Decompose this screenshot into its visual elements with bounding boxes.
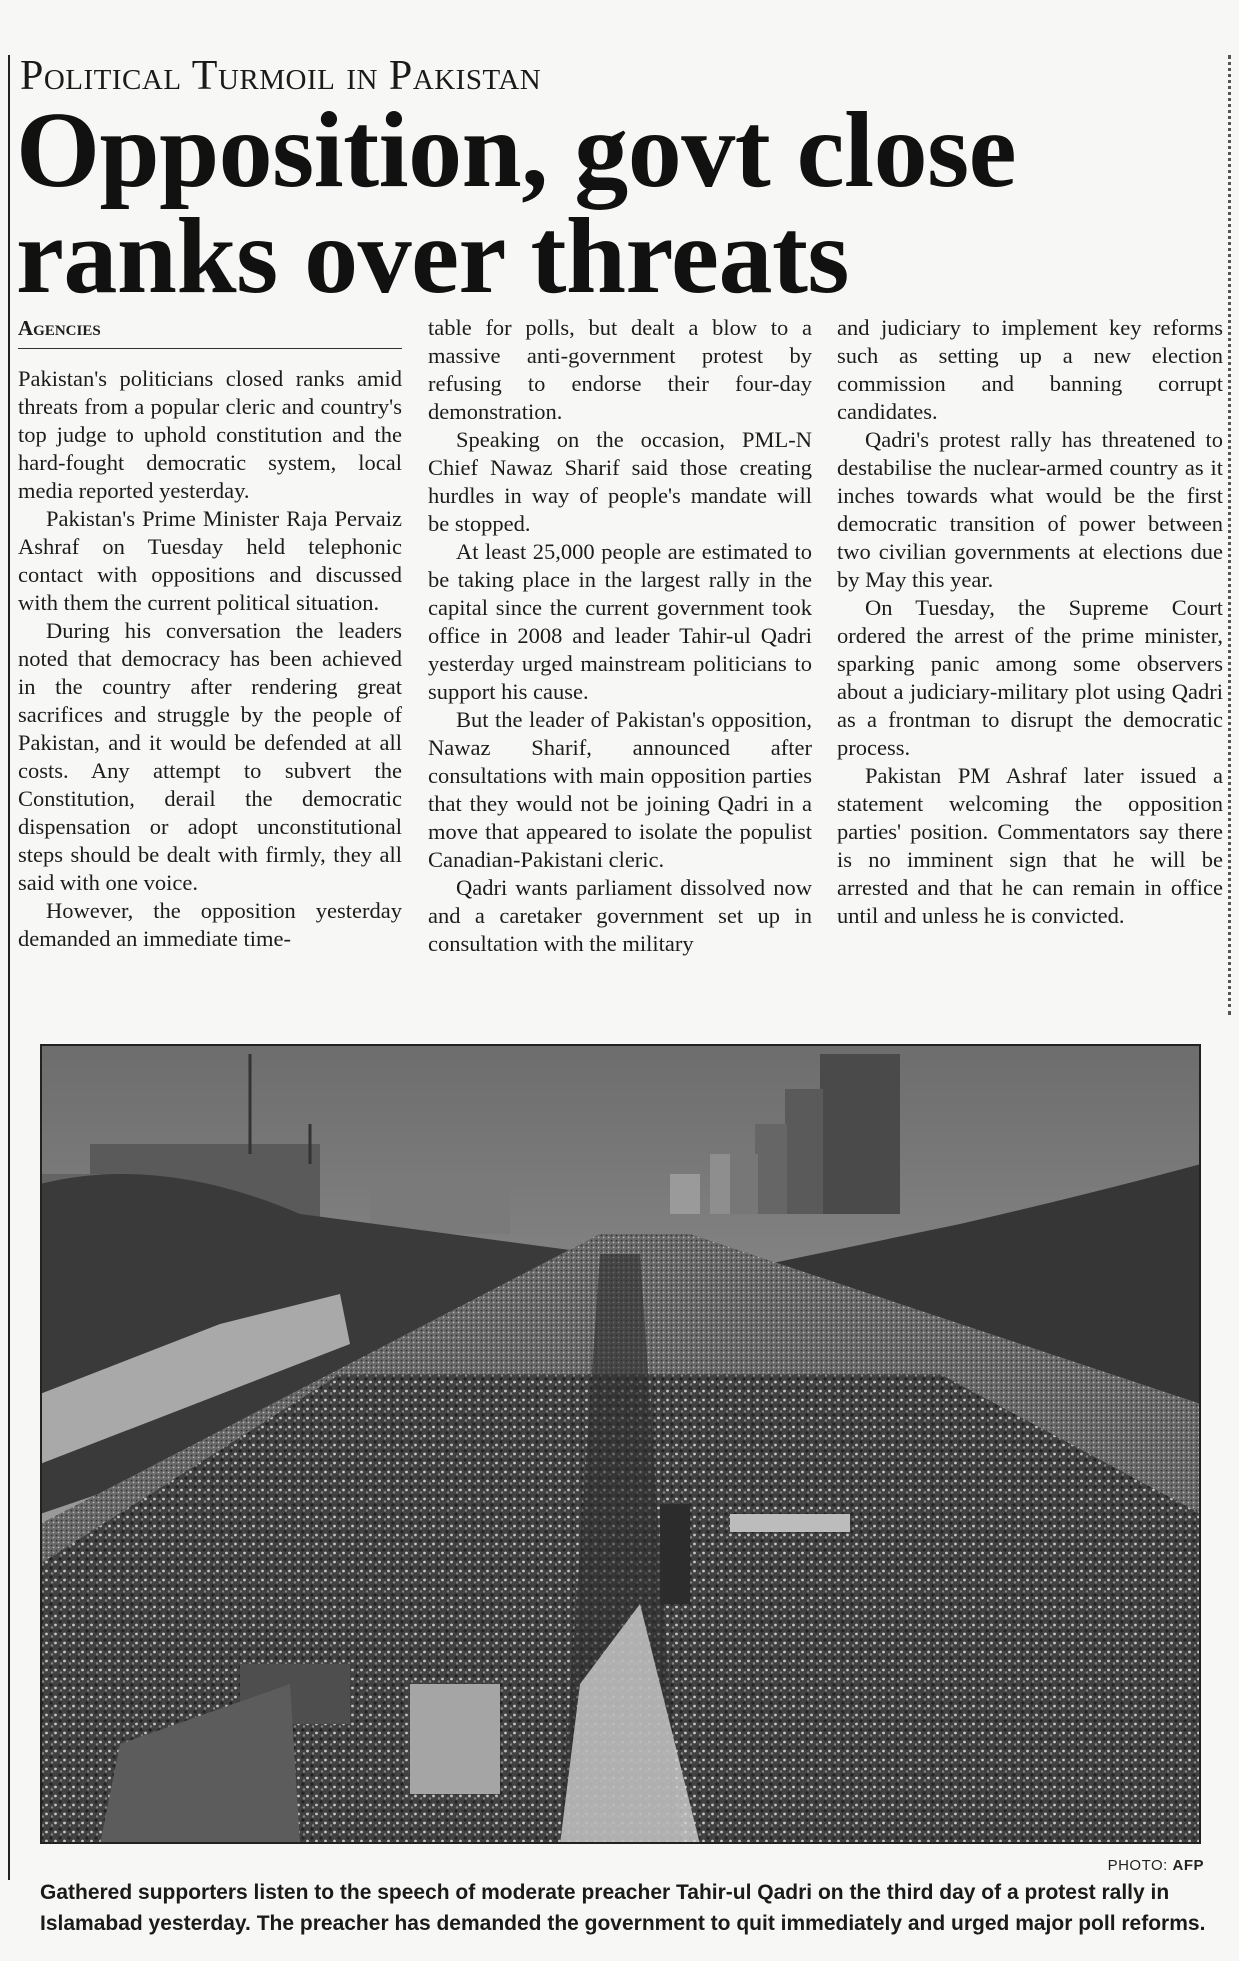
paragraph: However, the opposition yesterday demanded an immediate time- [18,898,402,951]
photo-caption: Gathered supporters listen to the speech of moderate preacher Tahir-ul Qadri on the third day of a protest rally in Islamabad yesterday. The preacher has demanded the government to quit immediately and urged major poll reforms. [40,1881,1206,1935]
paragraph: At least 25,000 people are estimated to be taking place in the largest rally in the capital since the current government took office in 2008 and leader Tahir-ul Qadri yesterday urged mainstream politicians to support his cause. [428,539,812,704]
byline: Agencies [18,314,402,349]
photo-credit-label: PHOTO: [1107,1857,1168,1874]
article-column-1 [18,314,402,953]
article-headline: Opposition, govt close ranks over threats [16,91,1017,316]
section-kicker: Political Turmoil in Pakistan [20,53,542,99]
paragraph: Pakistan's Prime Minister Raja Pervaiz Ashraf on Tuesday held telephonic contact with oppositions and discussed with them the current political situation. [18,506,402,615]
paragraph: Speaking on the occasion, PML-N Chief Nawaz Sharif said those creating hurdles in way of people's mandate will be stopped. [428,427,812,536]
photo-credit-source: AFP [1172,1857,1204,1874]
paragraph: During his conversation the leaders noted that democracy has been achieved in the country after rendering great sacrifices and struggle by the people of Pakistan, and it would be defended at all costs. Any attempt to subvert the Constitution, derail the democratic dispensation or adopt unconstitutional steps should be dealt with firmly, they all said with one voice. [18,618,402,895]
news-photo-protest-rally [40,1044,1201,1844]
paragraph: On Tuesday, the Supreme Court ordered the arrest of the prime minister, sparking panic among some observers about a judiciary-military plot using Qadri as a frontman to disrupt the democratic process. [837,595,1223,760]
paragraph: Qadri's protest rally has threatened to destabilise the nuclear-armed country as it inches towards what would be the first democratic transition of power between two civilian governments at elections due by May this year. [837,427,1223,592]
column-rule-left [8,55,10,1880]
paragraph: Pakistan PM Ashraf later issued a statement welcoming the opposition parties' position. Commentators say there is no imminent sign that he will be arrested and that he can remain in office until and unless he is convicted. [837,763,1223,928]
paragraph: and judiciary to implement key reforms such as setting up a new election commission and banning corrupt candidates. [837,315,1223,424]
photo-credit [1108,1857,1204,1874]
article-column-2 [428,314,812,958]
paragraph: table for polls, but dealt a blow to a massive anti-government protest by refusing to endorse their four-day demonstration. [428,315,812,424]
article-column-3 [837,314,1223,930]
paragraph: Qadri wants parliament dissolved now and a caretaker government set up in consultation with the military [428,875,812,956]
page-edge-dots [1228,55,1231,1015]
paragraph: But the leader of Pakistan's opposition, Nawaz Sharif, announced after consultations with main opposition parties that they would not be joining Qadri in a move that appeared to isolate the populist Canadian-Pakistani cleric. [428,707,812,872]
paragraph: Pakistan's politicians closed ranks amid threats from a popular cleric and country's top judge to uphold constitution and the hard-fought democratic system, local media reported yesterday. [18,366,402,503]
